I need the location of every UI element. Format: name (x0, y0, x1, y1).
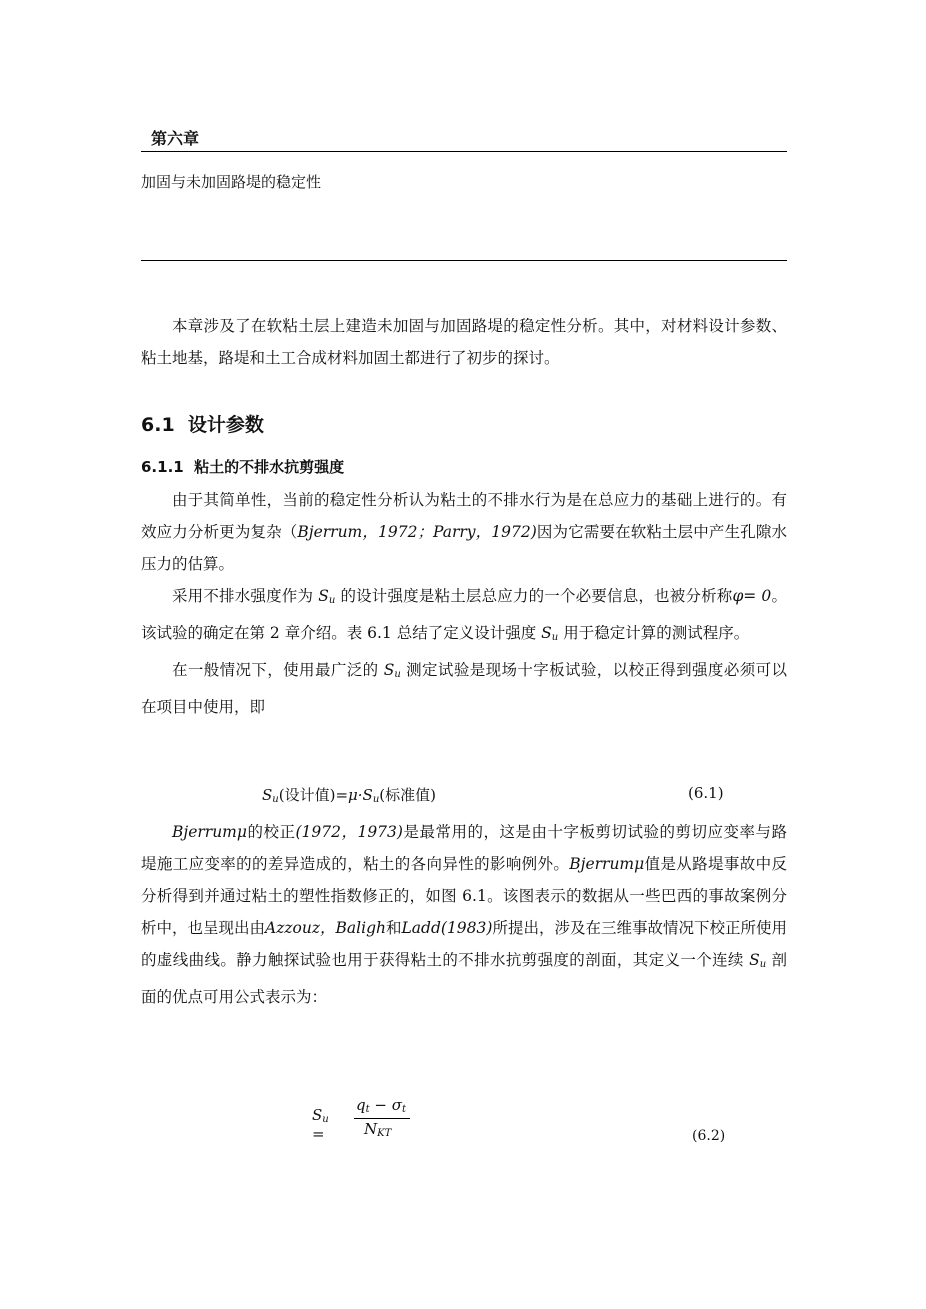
paragraph-1 (141, 484, 787, 580)
subsection-heading (141, 456, 344, 477)
eq1-design-text: (设计值)= (278, 786, 349, 804)
section-number: 6.1 (141, 414, 175, 436)
eq2-denominator: $N_{KT}$ (364, 1120, 392, 1139)
p4-text-b: 的校正 (246, 823, 296, 841)
su-symbol: $S_u$ (383, 661, 401, 680)
p1-text-b: 因为它需要在软粘土层中产生孔隙水压力的估算。 (141, 523, 787, 573)
equation-6-1 (262, 784, 436, 805)
section-title: 设计参数 (187, 414, 264, 436)
subsection-title: 粘土的不排水抗剪强度 (194, 458, 345, 476)
fraction-bar (354, 1118, 410, 1119)
p2-text-b: 的设计强度是粘土层总应力的一个必要信息，也被分析称 (340, 587, 733, 605)
section-heading (141, 410, 264, 437)
body-text-2 (141, 816, 787, 1013)
equation-number-6-2: (6.2) (692, 1128, 726, 1144)
p1-citation: Bjerrum，1972；Parry，1972) (297, 523, 537, 541)
p3-text-b: 测定试验是现场十字板试验，以校正得到强度必须可以在项目中使用，即 (141, 661, 787, 716)
su-symbol: $S_u$ (749, 951, 767, 970)
paragraph-3 (141, 654, 787, 723)
p4-text-e: 值是从路堤事故中反分析得到并通过粘土的塑性指数修正的，如图 6.1。该图表示的数据从一些巴西的事故案例分析中，也呈现出由 (141, 855, 787, 937)
p3-text-a: 在一般情况下，使用最广泛的 (172, 661, 379, 679)
p4-bjerrum: Bjerrumμ (172, 823, 247, 841)
equation-number-6-1: (6.1) (688, 784, 724, 802)
p2-text-d: 用于稳定计算的测试程序。 (563, 624, 750, 642)
p4-text-g: 所提出，涉及在三维事故情况下校正所使用的虚线曲线。静力触探试验也用于获得粘土的不排水抗剪强度的剖面，其定义一个连续 (141, 919, 787, 969)
p2-text-a: 采用不排水强度作为 (172, 587, 314, 605)
p4-years: (1972，1973) (295, 823, 403, 841)
phi-symbol: φ= 0 (732, 587, 772, 605)
mu-symbol: μ· (348, 786, 363, 804)
subsection-number: 6.1.1 (141, 458, 184, 476)
p4-authors: Azzouz，Baligh (265, 919, 386, 937)
p4-bjerrum-2: Bjerrumμ (569, 855, 645, 873)
p4-text-c: 是最常用的，这是由十字板剪切试验的剪切应变率与路堤施工应变率的的差异造成的，粘土的各向异性的影响例外。 (141, 823, 787, 873)
p4-ladd: Ladd(1983) (401, 919, 493, 937)
su-symbol: $S_u$ (362, 786, 380, 805)
paragraph-2 (141, 580, 787, 654)
paragraph-4 (141, 816, 787, 1013)
chapter-label: 第六章 (151, 129, 200, 148)
header-rule-bottom (141, 260, 787, 261)
su-symbol: $S_u$ (318, 587, 336, 606)
su-symbol: $S_u$ (262, 786, 279, 805)
intro-paragraph (141, 310, 787, 374)
body-text (141, 484, 787, 723)
p1-text-a: 由于其简单性，当前的稳定性分析认为粘土的不排水行为是在总应力的基础上进行的。有效应力分析更为复杂（ (141, 491, 787, 541)
eq2-lhs: $S_u$ = (312, 1106, 329, 1143)
eq1-standard-text: (标准值) (379, 786, 436, 804)
chapter-subtitle: 加固与未加固路堤的稳定性 (141, 173, 322, 191)
p4-text-f: 和 (386, 919, 402, 937)
su-symbol: $S_u$ (541, 624, 559, 643)
intro-text: 本章涉及了在软粘土层上建造未加固与加固路堤的稳定性分析。其中，对材料设计参数、粘土地基，路堤和土工合成材料加固土都进行了初步的探讨。 (141, 317, 787, 367)
header-rule-top (141, 151, 787, 152)
p4-text-h: 剖面的优点可用公式表示为： (141, 951, 787, 1006)
eq2-numerator: $q_t - \sigma_t$ (356, 1096, 407, 1115)
p2-text-c: 。该试验的确定在第 2 章介绍。表 6.1 总结了定义设计强度 (141, 587, 787, 642)
